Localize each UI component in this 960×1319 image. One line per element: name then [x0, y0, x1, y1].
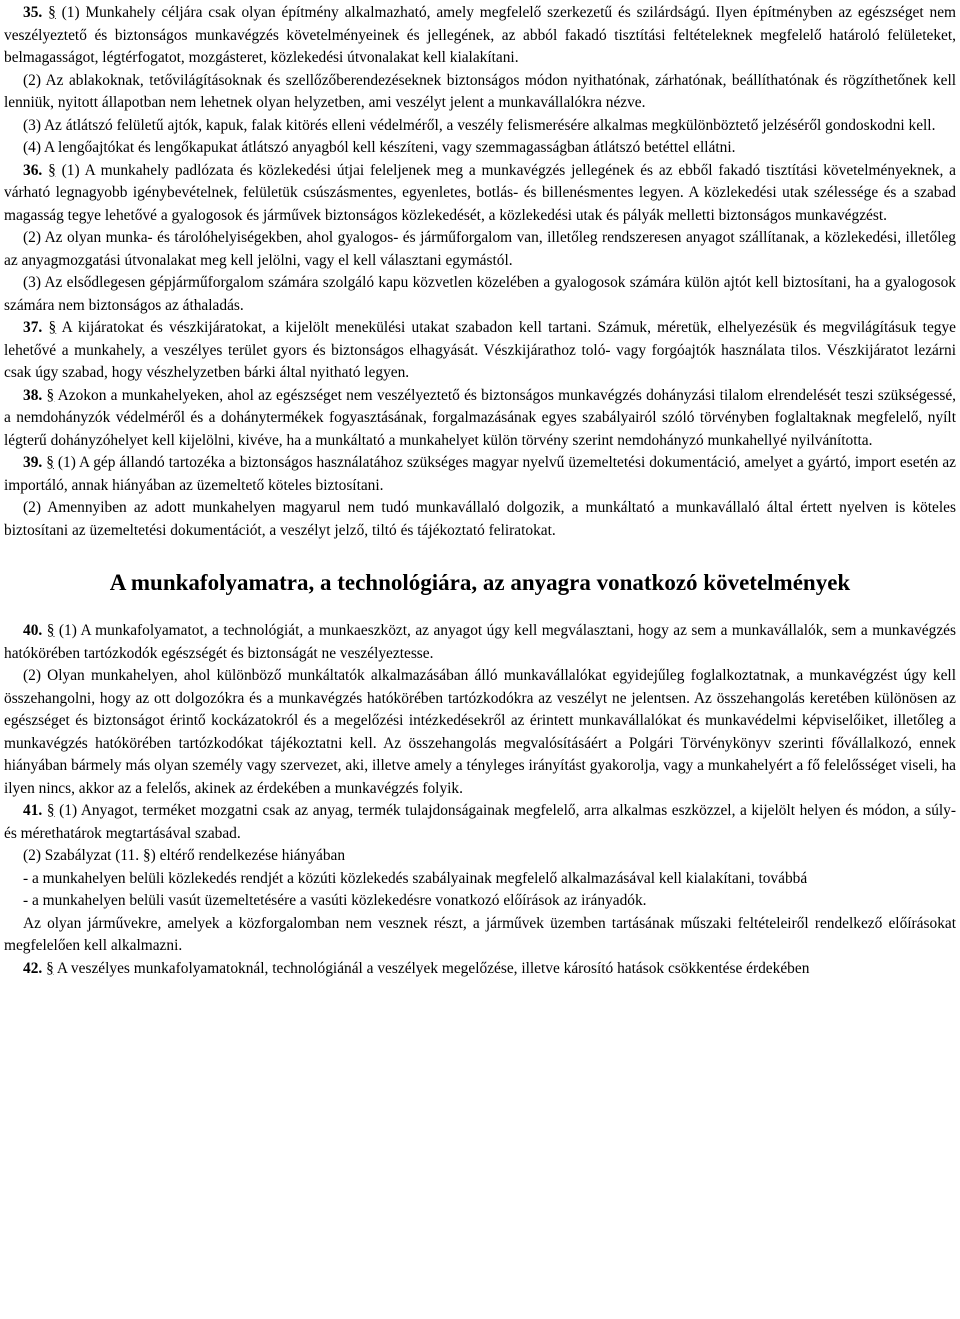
- paragraph-text: (3) Az elsődlegesen gépjárműforgalom számára szolgáló kapu közvetlen közelében a gyalogosok számára külön ajtót kell biztosítani, ha a gyalogosok számára nem biztonságos az áthaladás.: [4, 274, 956, 314]
- paragraph-text: (4) A lengőajtókat és lengőkapukat átlátszó anyagból kell készíteni, vagy szemmagasságban átlátszó betéttel ellátni.: [23, 139, 736, 156]
- section-number: 41.: [23, 802, 43, 819]
- paragraph-39-2: [4, 497, 956, 542]
- paragraph-37: [4, 317, 956, 385]
- paragraph-41-1: [4, 800, 956, 845]
- section-number: 37.: [23, 319, 43, 336]
- paragraph-40-2: [4, 665, 956, 800]
- section-sign: §: [46, 802, 55, 819]
- paragraph-text: (3) Az átlátszó felületű ajtók, kapuk, falak kitörés elleni védelméről, a veszély felismerésére alkalmas megkülönböztető jelzéséről gondoskodni kell.: [23, 116, 936, 134]
- paragraph-text: (1) A munkafolyamatot, a technológiát, a munkaeszközt, az anyagot úgy kell megválasztani, hogy az sem a munkavállalók, sem a munkavégzés hatókörében tartózkodók egészségét és biztonságát ne veszélyeztesse.: [4, 622, 956, 662]
- paragraph-35-3: [4, 115, 956, 138]
- paragraph-text: A kijáratokat és vészkijáratokat, a kijelölt menekülési utakat szabadon kell tartani. Számuk, méretük, elhelyezésük és megvilágításuk tegye lehetővé a munkahely, a veszélyes terület gyors és biztonságos elhagyását. Vészkijárathoz toló- vagy forgóajtók használata tilos. Vészkijáratot lezárni csak úgy szabad, hogy vészhelyzetben bárki által nyitható legyen.: [4, 319, 956, 381]
- paragraph-text: (1) Munkahely céljára csak olyan építmény alkalmazható, amely megfelelő szerkezetű és szilárdságú. Ilyen építményben az egészséget nem veszélyeztető és biztonságos munkavégzés követelményeinek és jellegének, az abból fakadó tisztítási feltételeknek megfelelő határoló felületeket, belmagasságot, légtérfogatot, mozgásteret, közlekedési útvonalakat kell kialakítani.: [4, 4, 956, 66]
- paragraph-text: - a munkahelyen belüli vasút üzemeltetésére a vasúti közlekedésre vonatkozó előírások az irányadók.: [23, 892, 647, 909]
- section-sign: §: [48, 4, 56, 21]
- section-sign: §: [46, 386, 55, 404]
- paragraph-36-3: [4, 272, 956, 317]
- paragraph-text: A veszélyes munkafolyamatoknál, technológiánál a veszélyek megelőzése, illetve károsító hatások csökkentése érdekében: [56, 959, 810, 977]
- paragraph-40-1: [4, 620, 956, 665]
- paragraph-text: (2) Az ablakoknak, tetővilágításoknak és szellőzőberendezéseknek biztonságos módon nyithatónak, zárhatónak, beállíthatónak és rögzíthetőnek kell lenniük, nyitott állapotban nem lehetnek olyan helyzetben, ami veszélyt jelent a munkavállalókra nézve.: [4, 71, 956, 111]
- section-number: 39.: [23, 454, 43, 471]
- section-sign: §: [48, 319, 57, 336]
- list-item: [4, 890, 956, 913]
- paragraph-text: Az olyan járművekre, amelyek a közforgalomban nem vesznek részt, a járművek üzemben tartásának műszaki feltételeiről rendelkező előírásokat megfelelően kell alkalmazni.: [4, 914, 956, 954]
- section-sign: §: [46, 454, 54, 471]
- paragraph-text: (2) Az olyan munka- és tárolóhelyiségekben, ahol gyalogos- és járműforgalom van, illetőleg rendszeresen anyagot szállítanak, a közlekedési, illetőleg az anyagmozgatási útvonalakat meg kell jelölni, vagy el kell választani egymástól.: [4, 229, 956, 269]
- paragraph-36-2: [4, 227, 956, 272]
- paragraph-text: (2) Amennyiben az adott munkahelyen magyarul nem tudó munkavállaló dolgozik, a munkáltató a munkavállaló által értett nyelven is köteles biztosítani az üzemeltetési dokumentációt, a veszélyt jelző, tiltó és tájékoztató feliratokat.: [4, 499, 956, 539]
- paragraph-text: - a munkahelyen belüli közlekedés rendjét a közúti közlekedés szabályainak megfelelő alkalmazásával kell kialakítani, továbbá: [23, 869, 808, 887]
- paragraph-text: Azokon a munkahelyeken, ahol az egészséget nem veszélyeztető és biztonságos munkavégzés dohányzási tilalom elrendelését teszi szükségessé, a nemdohányzók védelméről és a dohánytermékek fogyasztásának, forgalmazásának egyes szabályairól szóló törvényben foglaltaknak megfelelő, nyílt légterű dohányzóhelyet kell kijelölni, kivéve, ha a munkáltató a munkahelyet külön törvény szerint nemdohányzó munkahellyé nyilvánította.: [4, 386, 957, 449]
- section-number: 38.: [23, 386, 43, 404]
- paragraph-42: [4, 958, 956, 981]
- paragraph-text: (1) Anyagot, terméket mozgatni csak az anyag, termék tulajdonságainak megfelelő, arra alkalmas eszközzel, a kijelölt helyen és módon, a súly- és mérethatárok megtartásával szabad.: [4, 802, 956, 842]
- paragraph-35-2: [4, 70, 956, 115]
- list-item: [4, 868, 956, 891]
- paragraph-text: (2) Szabályzat (11. §) eltérő rendelkezése hiányában: [23, 847, 346, 864]
- section-number: 35.: [23, 4, 43, 21]
- paragraph-text: (2) Olyan munkahelyen, ahol különböző munkáltatók alkalmazásában álló munkavállalókat egyidejűleg foglalkoztatnak, a munkavégzést úgy kell összehangolni, hogy az ott dolgozókra és a munkavégzés hatókörében tartózkodókra az veszélyt ne jelentsen. Az összehangolás keretében különösen az egészséget és biztonságot érintő kockázatokról és a megelőzési intézkedésekről az érintett munkavállalókat és munkavédelmi képviselőiket, illetőleg a munkavégzés hatókörében tartózkodókat tájékoztatni kell. Az összehangolás megvalósításáért a Polgári Törvénykönyv szerinti fővállalkozó, ennek hiányában bármely más olyan személy vagy szervezet, aki, illetve amely a tényleges irányítást gyakorolja, vagy a munkahelyért a fő felelősséget viseli, ha ilyen nincs, akkor az a felelős, akinek az érdekében a munkavégzés folyik.: [4, 667, 956, 797]
- section-number: 40.: [23, 622, 43, 639]
- section-sign: §: [48, 161, 56, 179]
- section-heading: A munkafolyamatra, a technológiára, az anyagra vonatkozó követelmények: [109, 570, 851, 595]
- section-sign: §: [46, 622, 55, 639]
- paragraph-text: (1) A gép állandó tartozéka a biztonságos használatához szükséges magyar nyelvű üzemeltetési dokumentáció, amelyet a gyártó, import esetén az importáló, annak hiányában az üzemeltető köteles biztosítani.: [4, 454, 956, 494]
- paragraph-35-1: [4, 2, 956, 70]
- paragraph-36-1: [4, 160, 956, 228]
- paragraph-35-4: [4, 137, 956, 160]
- section-number: 42.: [23, 959, 43, 977]
- paragraph-text: (1) A munkahely padlózata és közlekedési útjai feleljenek meg a munkavégzés jellegének és az ebből fakadó tisztítási követelményeknek, a várható legnagyobb igénybevételnek, felületük csúszásmentes, egyenletes, botlás- és billenésmentes legyen. A közlekedési utak szélessége és a szabad magasság tegye lehetővé a gyalogosok és járművek biztonságos közlekedését, a közlekedési utak és pályák melletti biztonságos munkavégzést.: [4, 161, 956, 224]
- paragraph-39-1: [4, 452, 956, 497]
- paragraph-41-2: [4, 845, 956, 868]
- section-number: 36.: [23, 161, 43, 179]
- paragraph-38: [4, 385, 956, 453]
- section-sign: §: [46, 959, 54, 977]
- paragraph-41-vehicles: [4, 913, 956, 958]
